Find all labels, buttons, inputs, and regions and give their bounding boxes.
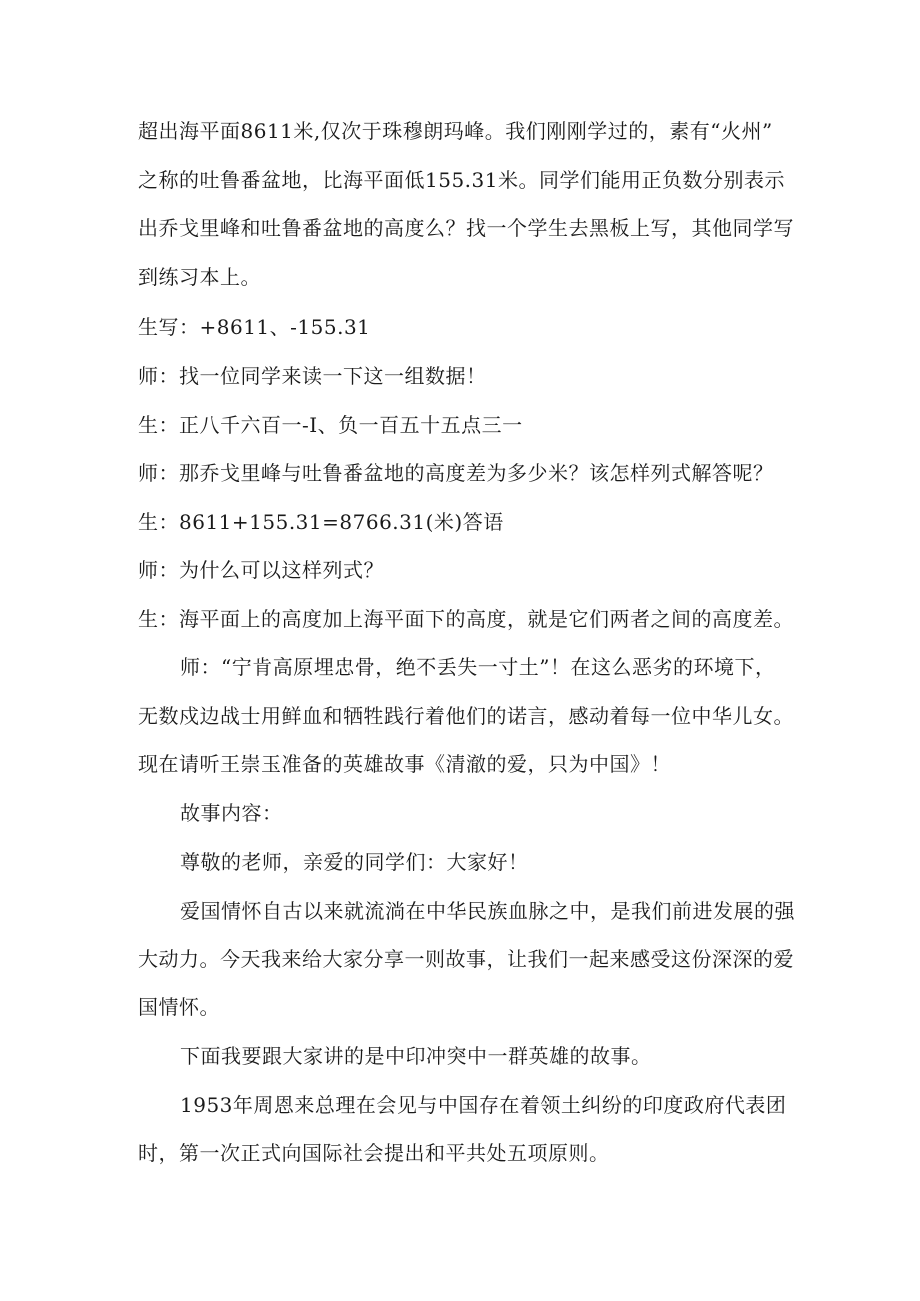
- text-line: 师：找一位同学来读一下这一组数据！: [138, 364, 487, 388]
- text-line: 下面我要跟大家讲的是中印冲突中一群英雄的故事。: [180, 1044, 652, 1068]
- text-line: 师：那乔戈里峰与吐鲁番盆地的高度差为多少米？该怎样列式解答呢？: [138, 461, 774, 485]
- text-line: 到练习本上。: [138, 265, 261, 289]
- text-line: 师：“宁肯高原埋忠骨，绝不丢失一寸土”！在这么恶劣的环境下，: [180, 655, 776, 679]
- text-line: 尊敬的老师，亲爱的同学们：大家好！: [180, 850, 529, 874]
- text-line: 师：为什么可以这样列式？: [138, 558, 384, 582]
- text-line: 生：海平面上的高度加上海平面下的高度，就是它们两者之间的高度差。: [138, 607, 794, 631]
- text-line: 时，第一次正式向国际社会提出和平共处五项原则。: [138, 1141, 610, 1165]
- text-line: 生写：+8611、-155.31: [138, 315, 371, 339]
- text-line: 出乔戈里峰和吐鲁番盆地的高度么？找一个学生去黑板上写，其他同学写: [138, 216, 794, 240]
- text-line: 国情怀。: [138, 995, 220, 1019]
- text-line: 现在请听王崇玉准备的英雄故事《清澈的爱，只为中国》！: [138, 752, 671, 776]
- text-line: 生：8611+155.31=8766.31(米)答语: [138, 510, 504, 534]
- text-line: 无数戍边战士用鲜血和牺牲践行着他们的诺言，感动着每一位中华儿女。: [138, 704, 794, 728]
- text-line: 爱国情怀自古以来就流淌在中华民族血脉之中，是我们前进发展的强: [180, 899, 795, 923]
- text-line: 生：正八千六百一-I、负一百五十五点三一: [138, 413, 523, 437]
- text-line: 1953年周恩来总理在会见与中国存在着领土纠纷的印度政府代表团: [180, 1093, 787, 1117]
- text-line: 大动力。今天我来给大家分享一则故事，让我们一起来感受这份深深的爱: [138, 947, 794, 971]
- text-line: 故事内容：: [180, 801, 283, 825]
- text-line: 之称的吐鲁番盆地，比海平面低155.31米。同学们能用正负数分别表示: [138, 168, 785, 192]
- text-line: 超出海平面8611米,仅次于珠穆朗玛峰。我们刚刚学过的，素有“火州”: [138, 119, 773, 143]
